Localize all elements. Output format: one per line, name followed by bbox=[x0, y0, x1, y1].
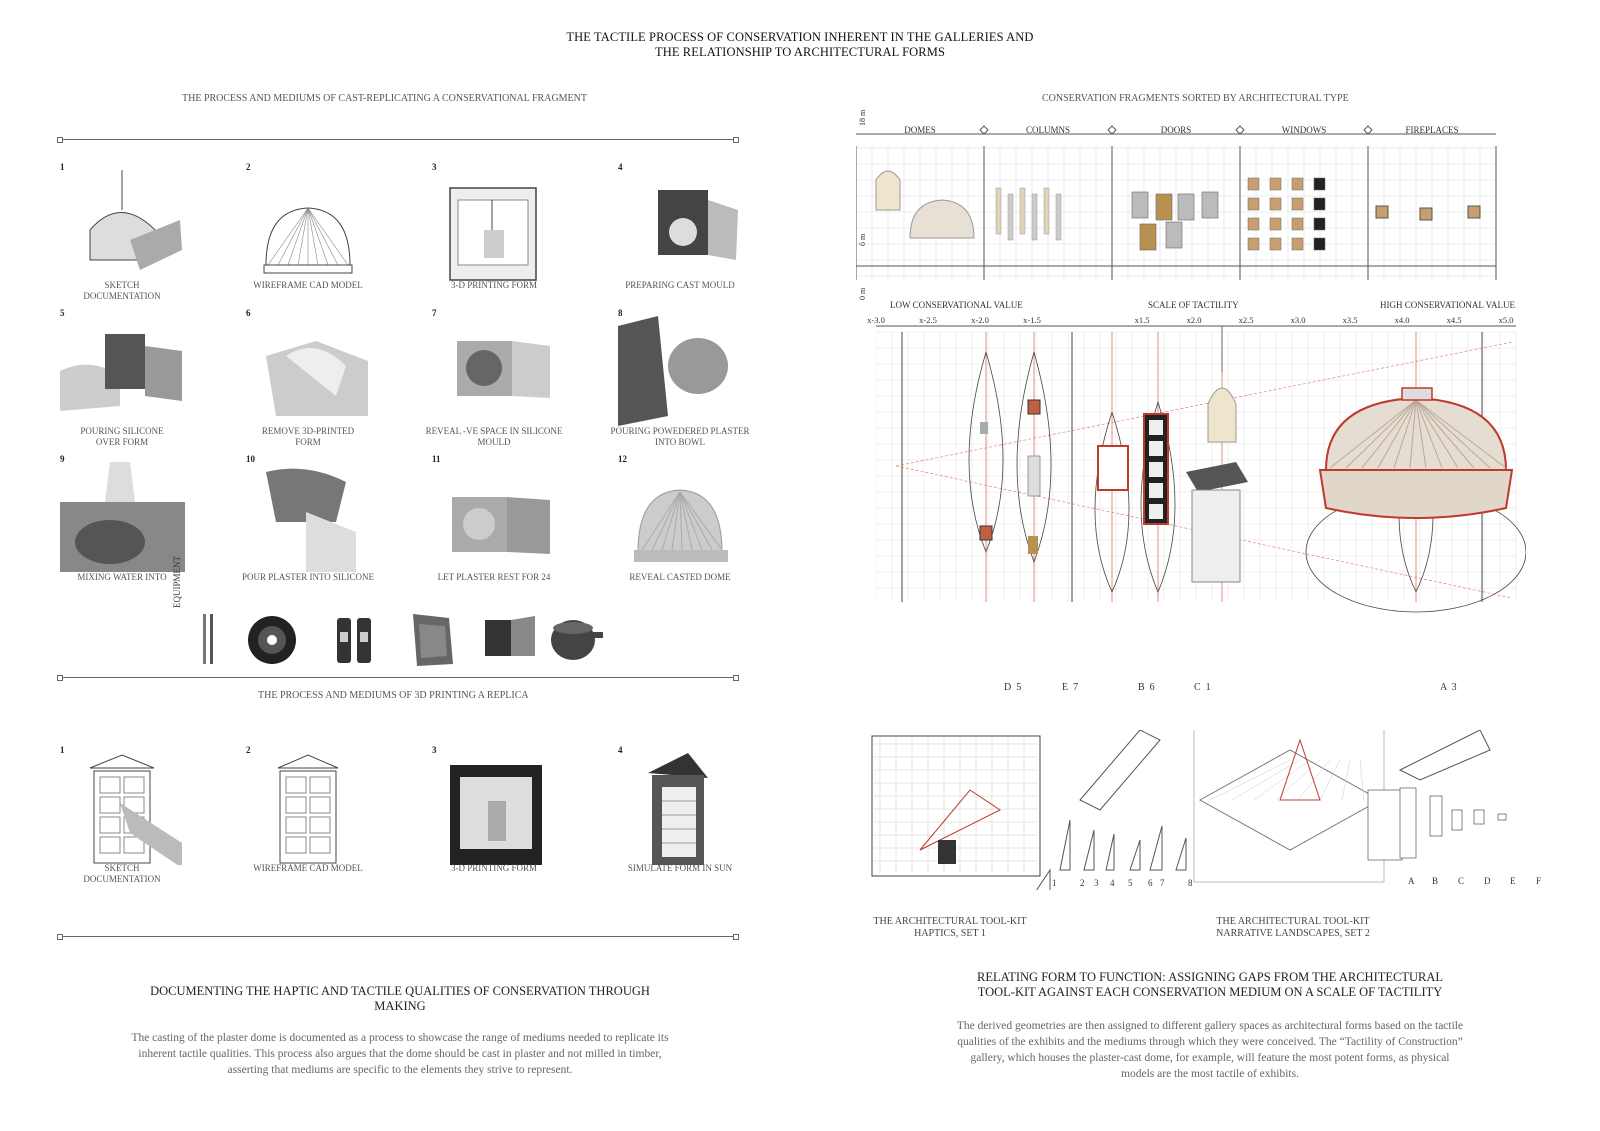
haptic-number: 1 bbox=[1052, 878, 1057, 888]
relating-heading: RELATING FORM TO FUNCTION: ASSIGNING GAPS FROM THE ARCHITECTURAL TOOL-KIT AGAINST EACH CONSERVATION MEDIUM ON A SCALE OF TACTILITY bbox=[976, 970, 1444, 999]
step-number: 3 bbox=[432, 162, 437, 172]
high-value-label: HIGH CONSERVATIONAL VALUE bbox=[1380, 300, 1515, 310]
toolkit-haptics-caption: THE ARCHITECTURAL TOOL-KIT HAPTICS, SET 1 bbox=[873, 916, 1027, 939]
scale-tick: x2.0 bbox=[1186, 315, 1202, 325]
plaster-bag-icon bbox=[413, 614, 453, 666]
pouring-silicone-icon bbox=[60, 316, 185, 428]
scale-tick: x3.5 bbox=[1342, 315, 1358, 325]
step-caption: POURING SILICONE OVER FORM bbox=[80, 426, 164, 447]
3d-printer-dark-icon bbox=[432, 753, 557, 865]
haptic-number: 6 bbox=[1148, 878, 1153, 888]
height-6m: 6 m bbox=[858, 233, 867, 246]
low-value-label: LOW CONSERVATIONAL VALUE bbox=[890, 300, 1023, 310]
scale-tick: x-3.0 bbox=[867, 315, 885, 325]
narrative-letter: B bbox=[1432, 876, 1439, 886]
haptic-number: 3 bbox=[1094, 878, 1099, 888]
cast-step-4 bbox=[618, 162, 778, 302]
step-caption: MIXING WATER INTO bbox=[77, 572, 167, 582]
page-title bbox=[0, 30, 1600, 60]
step-caption: REMOVE 3D-PRINTED FORM bbox=[261, 426, 355, 447]
page-title-line1: THE TACTILE PROCESS OF CONSERVATION INHERENT IN THE GALLERIES AND bbox=[566, 30, 1034, 44]
step-number: 8 bbox=[618, 308, 623, 318]
filament-spool-icon bbox=[248, 616, 296, 664]
step-number: 3 bbox=[432, 745, 437, 755]
mixing-bowl-icon bbox=[551, 620, 603, 660]
cast-step-7 bbox=[425, 308, 592, 448]
cast-step-2 bbox=[246, 162, 406, 302]
scale-tick: x4.0 bbox=[1394, 315, 1410, 325]
sorted-heading: CONSERVATION FRAGMENTS SORTED BY ARCHITECTURAL TYPE bbox=[1042, 93, 1349, 104]
equipment-label: EQUIPMENT bbox=[172, 556, 182, 608]
chisel-tools-icon bbox=[203, 614, 213, 664]
hand-sketch-dome-icon bbox=[60, 170, 185, 282]
step-number: 1 bbox=[60, 745, 65, 755]
scale-tick: x1.5 bbox=[1134, 315, 1150, 325]
haptic-number: 5 bbox=[1128, 878, 1133, 888]
step-caption: 3-D PRINTING FORM bbox=[450, 863, 537, 873]
type-label-domes: DOMES bbox=[904, 125, 936, 135]
fragment-label: C 1 bbox=[1194, 682, 1211, 693]
mixing-water-icon bbox=[60, 462, 185, 574]
step-number: 1 bbox=[60, 162, 65, 172]
relating-paragraph: The derived geometries are then assigned to different gallery spaces as architectural forms based on the tactile qualities of the exhibits and the mediums through which they were conceived. The “Tactility of Construction” gallery, which houses the plaster-cast dome, for example, will feature the most potent forms, as physical models are the most tactile of exhibits. bbox=[956, 1020, 1464, 1080]
cast-step-8 bbox=[610, 308, 778, 448]
step-caption: REVEAL -VE SPACE IN SILICONE MOULD bbox=[425, 426, 563, 447]
hand-sketch-window-icon bbox=[60, 753, 185, 865]
resin-bottles-icon bbox=[337, 618, 371, 663]
step-caption: WIREFRAME CAD MODEL bbox=[253, 280, 363, 290]
wireframe-window-icon bbox=[246, 753, 371, 865]
scale-tick: x5.0 bbox=[1498, 315, 1514, 325]
print-step-2 bbox=[246, 745, 406, 885]
print-step-1 bbox=[60, 745, 220, 885]
page-title-line2: THE RELATIONSHIP TO ARCHITECTURAL FORMS bbox=[654, 45, 946, 59]
step-caption: POUR PLASTER INTO SILICONE bbox=[241, 572, 375, 582]
step-caption: SKETCH DOCUMENTATION bbox=[83, 863, 161, 884]
remove-form-icon bbox=[246, 316, 371, 428]
step-number: 9 bbox=[60, 454, 65, 464]
plaster-rest-icon bbox=[432, 462, 557, 574]
step-caption: SIMULATE FORM IN SUN bbox=[627, 863, 733, 873]
cast-mould-icon bbox=[618, 170, 743, 282]
scale-label: SCALE OF TACTILITY bbox=[1148, 300, 1239, 310]
type-label-windows: WINDOWS bbox=[1281, 125, 1327, 135]
step-number: 6 bbox=[246, 308, 251, 318]
scale-tick: x-2.0 bbox=[971, 315, 989, 325]
fragment-label: A 3 bbox=[1440, 682, 1457, 693]
fragment-label: E 7 bbox=[1062, 682, 1079, 693]
fragment-label: D 5 bbox=[1004, 682, 1022, 693]
haptic-number: 2 bbox=[1080, 878, 1085, 888]
print-bottom-rule bbox=[60, 936, 736, 937]
cast-step-3 bbox=[432, 162, 592, 302]
type-grid bbox=[856, 118, 1516, 308]
wireframe-dome-icon bbox=[246, 170, 371, 282]
step-caption: WIREFRAME CAD MODEL bbox=[253, 863, 363, 873]
step-number: 11 bbox=[432, 454, 441, 464]
step-caption: 3-D PRINTING FORM bbox=[450, 280, 537, 290]
type-label-doors: DOORS bbox=[1160, 125, 1192, 135]
step-number: 4 bbox=[618, 162, 623, 172]
step-number: 7 bbox=[432, 308, 437, 318]
narrative-letter: E bbox=[1510, 876, 1516, 886]
scale-tick: x-2.5 bbox=[919, 315, 937, 325]
scale-tick: x2.5 bbox=[1238, 315, 1254, 325]
step-caption: PREPARING CAST MOULD bbox=[625, 280, 735, 290]
print-heading: THE PROCESS AND MEDIUMS OF 3D PRINTING A REPLICA bbox=[258, 690, 529, 701]
narrative-letter: D bbox=[1484, 876, 1491, 886]
toolkit-illustrations bbox=[860, 730, 1540, 890]
cast-step-9 bbox=[60, 454, 220, 594]
mould-box-icon bbox=[485, 616, 535, 656]
cast-step-12 bbox=[618, 454, 778, 594]
silicone-mould-icon bbox=[432, 316, 557, 428]
step-caption: SKETCH DOCUMENTATION bbox=[83, 280, 161, 301]
plaster-bowl-icon bbox=[618, 316, 743, 428]
3d-printer-icon bbox=[432, 170, 557, 282]
narrative-letter: C bbox=[1458, 876, 1465, 886]
height-18m: 18 m bbox=[858, 109, 867, 126]
step-number: 4 bbox=[618, 745, 623, 755]
casted-dome-icon bbox=[618, 462, 743, 574]
pour-plaster-icon bbox=[246, 462, 371, 574]
height-0m: 0 m bbox=[858, 287, 867, 300]
equipment-row bbox=[195, 610, 615, 670]
scale-tick: x-1.5 bbox=[1023, 315, 1041, 325]
toolkit-narrative-caption: THE ARCHITECTURAL TOOL-KIT NARRATIVE LANDSCAPES, SET 2 bbox=[1216, 916, 1370, 939]
tactility-diagram bbox=[876, 322, 1526, 642]
cast-step-6 bbox=[246, 308, 406, 448]
step-number: 5 bbox=[60, 308, 65, 318]
cast-top-rule bbox=[60, 139, 736, 140]
step-caption: POURING POWEDERED PLASTER INTO BOWL bbox=[610, 426, 750, 447]
step-number: 2 bbox=[246, 745, 251, 755]
narrative-letter: A bbox=[1408, 876, 1415, 886]
type-label-columns: COLUMNS bbox=[1025, 125, 1071, 135]
cast-step-10 bbox=[241, 454, 406, 594]
doc-heading: DOCUMENTING THE HAPTIC AND TACTILE QUALITIES OF CONSERVATION THROUGH MAKING bbox=[150, 984, 650, 1013]
cast-bottom-rule bbox=[60, 677, 736, 678]
window-sun-icon bbox=[618, 753, 743, 865]
narrative-letter: F bbox=[1536, 876, 1542, 886]
step-caption: REVEAL CASTED DOME bbox=[629, 572, 731, 582]
step-caption: LET PLASTER REST FOR 24 bbox=[437, 572, 551, 582]
step-number: 2 bbox=[246, 162, 251, 172]
print-step-3 bbox=[432, 745, 592, 885]
step-number: 12 bbox=[618, 454, 627, 464]
fragment-label: B 6 bbox=[1138, 682, 1155, 693]
cast-step-11 bbox=[432, 454, 592, 594]
step-number: 10 bbox=[246, 454, 255, 464]
cast-step-1 bbox=[60, 162, 220, 302]
print-step-4 bbox=[618, 745, 778, 885]
doc-paragraph: The casting of the plaster dome is documented as a process to showcase the range of mediums needed to replicate its inherent tactile qualities. This process also argues that the dome should be cast in plaster and not milled in timber, asserting that mediums are specific to the elements they strive to represent. bbox=[131, 1032, 669, 1076]
haptic-number: 4 bbox=[1110, 878, 1115, 888]
type-label-fireplaces: FIREPLACES bbox=[1405, 125, 1459, 135]
cast-heading: THE PROCESS AND MEDIUMS OF CAST-REPLICATING A CONSERVATIONAL FRAGMENT bbox=[182, 93, 587, 104]
scale-tick: x3.0 bbox=[1290, 315, 1306, 325]
haptic-number: 7 bbox=[1160, 878, 1165, 888]
haptic-number: 8 bbox=[1188, 878, 1193, 888]
cast-step-5 bbox=[60, 308, 220, 448]
scale-tick: x4.5 bbox=[1446, 315, 1462, 325]
